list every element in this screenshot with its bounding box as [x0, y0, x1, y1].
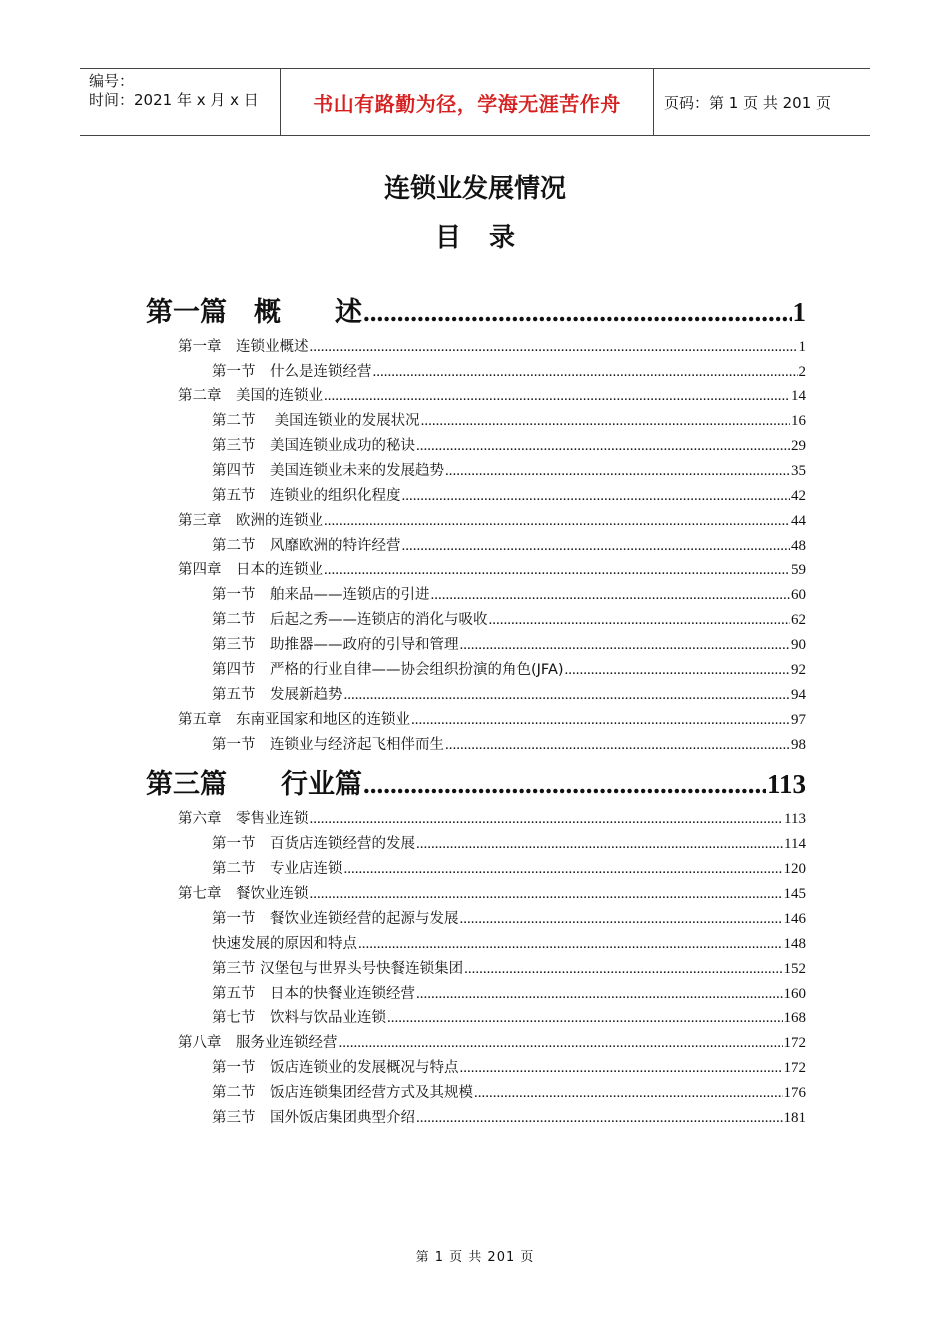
toc-dot-leader — [416, 986, 783, 1003]
toc-entry-page: 16 — [791, 413, 806, 429]
toc-entry-label: 第二章 美国的连锁业 — [178, 388, 323, 404]
toc-dot-leader — [387, 1010, 783, 1027]
toc-section-entry[interactable] — [212, 608, 806, 630]
toc-dot-leader — [464, 961, 782, 978]
toc-entry-page: 172 — [783, 1035, 806, 1051]
toc-entry-label: 第一节 饭店连锁业的发展概况与特点 — [212, 1060, 459, 1076]
toc-dot-leader — [431, 587, 791, 604]
toc-dot-leader — [411, 712, 790, 729]
toc-dot-leader — [324, 562, 790, 579]
toc-entry-page: 1 — [798, 339, 806, 355]
toc-section-entry[interactable] — [212, 633, 806, 655]
page-footer: 第 1 页 共 201 页 — [415, 1250, 535, 1265]
toc-entry-label: 第七节 饮料与饮品业连锁 — [212, 1010, 386, 1026]
toc-entry-page: 98 — [791, 737, 806, 753]
toc-dot-leader — [324, 388, 790, 405]
toc-section-entry[interactable] — [212, 534, 806, 556]
toc-section-entry[interactable] — [212, 434, 806, 456]
toc-part-entry[interactable] — [146, 290, 806, 330]
toc-entry-page: 14 — [791, 388, 806, 404]
toc-dot-leader — [416, 836, 783, 853]
toc-entry-label: 第四章 日本的连锁业 — [178, 562, 323, 578]
toc-entry-label: 第五章 东南亚国家和地区的连锁业 — [178, 712, 410, 728]
toc-entry-label: 第四节 美国连锁业未来的发展趋势 — [212, 463, 444, 479]
toc-entry-page: 29 — [791, 438, 806, 454]
toc-entry-label: 第五节 连锁业的组织化程度 — [212, 488, 401, 504]
toc-section-entry[interactable] — [212, 658, 806, 680]
toc-entry-page: 152 — [783, 961, 806, 977]
toc-dot-leader — [344, 861, 783, 878]
toc-dot-leader — [402, 538, 791, 555]
toc-entry-label: 第二节 美国连锁业的发展状况 — [212, 413, 420, 429]
toc-dot-leader — [445, 463, 790, 480]
toc-entry-page: 60 — [791, 587, 806, 603]
toc-section-entry[interactable] — [212, 982, 806, 1004]
toc-dot-leader — [402, 488, 791, 505]
toc-section-entry[interactable] — [212, 832, 806, 854]
toc-section-entry[interactable] — [212, 907, 806, 929]
toc-entry-page: 44 — [791, 513, 806, 529]
toc-dot-leader — [460, 911, 783, 928]
toc-entry-label: 第二节 饭店连锁集团经营方式及其规模 — [212, 1085, 473, 1101]
toc-chapter-entry[interactable] — [178, 384, 806, 406]
toc-entry-label: 第一章 连锁业概述 — [178, 339, 309, 355]
toc-chapter-entry[interactable] — [178, 335, 806, 357]
document-code-label: 编号： — [89, 72, 135, 90]
toc-entry-label: 第一节 舶来品——连锁店的引进 — [212, 587, 430, 603]
toc-entry-page: 114 — [784, 836, 806, 852]
toc-section-entry[interactable] — [212, 1081, 806, 1103]
toc-entry-label: 第七章 餐饮业连锁 — [178, 886, 309, 902]
toc-chapter-entry[interactable] — [178, 882, 806, 904]
toc-section-entry[interactable] — [212, 360, 806, 382]
toc-entry-label: 第一节 什么是连锁经营 — [212, 364, 372, 380]
document-title: 连锁业发展情况 — [383, 174, 566, 204]
toc-section-entry[interactable] — [212, 857, 806, 879]
toc-entry-label: 第二节 专业店连锁 — [212, 861, 343, 877]
toc-dot-leader — [373, 364, 798, 381]
toc-dot-leader — [310, 811, 784, 828]
toc-entry-page: 1 — [792, 297, 806, 327]
toc-entry-page: 113 — [766, 769, 806, 799]
toc-entry-page: 62 — [791, 612, 806, 628]
toc-entry-page: 120 — [783, 861, 806, 877]
toc-dot-leader — [489, 612, 791, 629]
toc-entry-label: 第一节 百货店连锁经营的发展 — [212, 836, 415, 852]
toc-dot-leader — [460, 1060, 783, 1077]
toc-section-entry[interactable] — [212, 1056, 806, 1078]
toc-dot-leader — [445, 737, 790, 754]
toc-dot-leader — [339, 1035, 783, 1052]
toc-dot-leader — [474, 1085, 783, 1102]
toc-entry-page: 35 — [791, 463, 806, 479]
toc-entry-page: 48 — [791, 538, 806, 554]
toc-dot-leader — [324, 513, 790, 530]
toc-entry-label: 第三节 国外饭店集团典型介绍 — [212, 1110, 415, 1126]
toc-dot-leader — [358, 936, 783, 953]
toc-entry-page: 176 — [783, 1085, 806, 1101]
toc-entry-label: 第三节 汉堡包与世界头号快餐连锁集团 — [212, 961, 464, 977]
toc-entry-label: 第一节 连锁业与经济起飞相伴而生 — [212, 737, 444, 753]
toc-section-entry[interactable] — [212, 459, 806, 481]
toc-entry-label: 快速发展的原因和特点 — [212, 936, 357, 952]
toc-entry-label: 第八章 服务业连锁经营 — [178, 1035, 338, 1051]
toc-section-entry[interactable] — [212, 932, 806, 954]
toc-dot-leader — [344, 687, 791, 704]
toc-entry-label: 第一节 餐饮业连锁经营的起源与发展 — [212, 911, 459, 927]
toc-dot-leader — [416, 438, 790, 455]
toc-entry-label: 第三篇 行业篇 — [146, 769, 362, 800]
toc-entry-page: 92 — [791, 662, 806, 678]
toc-dot-leader — [363, 297, 792, 328]
toc-section-entry[interactable] — [212, 957, 806, 979]
toc-entry-page: 168 — [783, 1010, 806, 1026]
toc-section-entry[interactable] — [212, 409, 806, 431]
toc-entry-page: 146 — [783, 911, 806, 927]
toc-section-entry[interactable] — [212, 583, 806, 605]
toc-entry-page: 90 — [791, 637, 806, 653]
toc-entry-label: 第三节 助推器——政府的引导和管理 — [212, 637, 459, 653]
toc-entry-label: 第二节 后起之秀——连锁店的消化与吸收 — [212, 612, 488, 628]
toc-dot-leader — [565, 662, 790, 679]
toc-part-entry[interactable] — [146, 762, 806, 802]
toc-chapter-entry[interactable] — [178, 1031, 806, 1053]
toc-entry-label: 第四节 严格的行业自律——协会组织扮演的角色(JFA) — [212, 662, 564, 678]
toc-section-entry[interactable] — [212, 484, 806, 506]
toc-dot-leader — [363, 769, 766, 800]
toc-entry-page: 172 — [783, 1060, 806, 1076]
toc-entry-label: 第三章 欧洲的连锁业 — [178, 513, 323, 529]
toc-section-entry[interactable] — [212, 733, 806, 755]
toc-chapter-entry[interactable] — [178, 509, 806, 531]
toc-entry-page: 94 — [791, 687, 806, 703]
toc-dot-leader — [310, 886, 783, 903]
toc-heading: 目录 — [434, 223, 543, 253]
toc-entry-page: 59 — [791, 562, 806, 578]
toc-entry-label: 第五节 发展新趋势 — [212, 687, 343, 703]
toc-chapter-entry[interactable] — [178, 558, 806, 580]
toc-entry-page: 181 — [783, 1110, 806, 1126]
toc-chapter-entry[interactable] — [178, 708, 806, 730]
toc-entry-label: 第三节 美国连锁业成功的秘诀 — [212, 438, 415, 454]
toc-entry-page: 148 — [783, 936, 806, 952]
toc-chapter-entry[interactable] — [178, 807, 806, 829]
toc-section-entry[interactable] — [212, 1006, 806, 1028]
toc-dot-leader — [460, 637, 791, 654]
header-motto: 书山有路勤为径，学海无涯苦作舟 — [281, 69, 654, 135]
toc-entry-page: 2 — [798, 364, 806, 380]
toc-entry-label: 第六章 零售业连锁 — [178, 811, 309, 827]
toc-entry-label: 第一篇 概 述 — [146, 297, 362, 328]
toc-entry-page: 97 — [791, 712, 806, 728]
toc-dot-leader — [416, 1110, 783, 1127]
toc-section-entry[interactable] — [212, 1106, 806, 1128]
toc-entry-page: 145 — [783, 886, 806, 902]
toc-entry-label: 第五节 日本的快餐业连锁经营 — [212, 986, 415, 1002]
toc-entry-page: 113 — [784, 811, 806, 827]
header-page-info: 页码：第 1 页 共 201 页 — [664, 93, 832, 112]
toc-entry-label: 第二节 风靡欧洲的特许经营 — [212, 538, 401, 554]
toc-entry-page: 160 — [783, 986, 806, 1002]
document-date: 时间：2021 年 x 月 x 日 — [89, 91, 259, 109]
toc-section-entry[interactable] — [212, 683, 806, 705]
toc-dot-leader — [421, 413, 790, 430]
toc-entry-page: 42 — [791, 488, 806, 504]
toc-dot-leader — [310, 339, 798, 356]
